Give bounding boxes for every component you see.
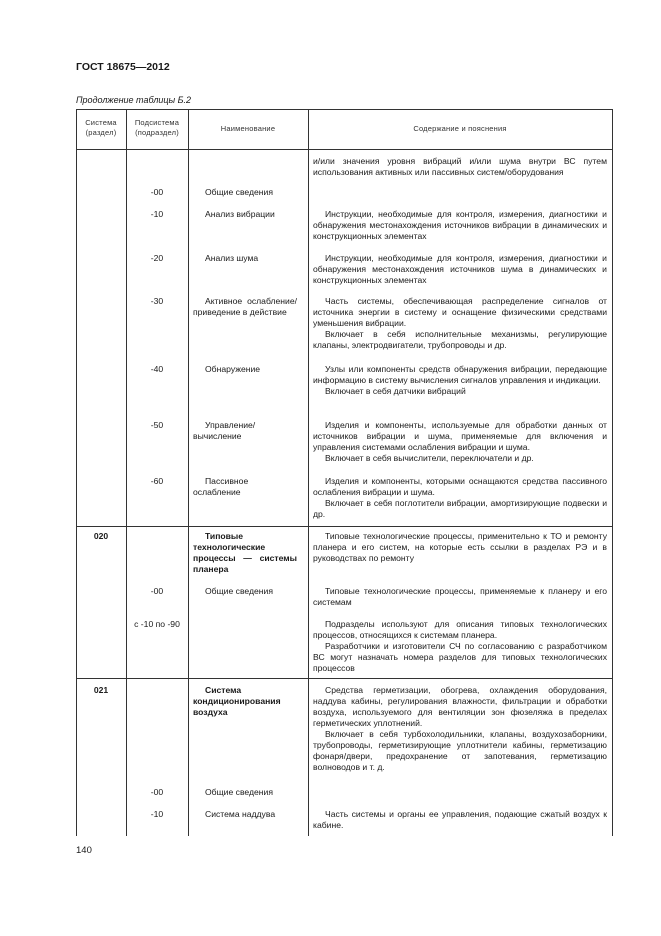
- row-subsystem: -60: [150, 476, 164, 486]
- row-content: Часть системы и органы ее управления, подающие сжатый воздух к кабине.: [313, 809, 607, 830]
- row-content: Средства герметизации, обогрева, охлаждения оборудования, наддува кабины, регулирования влажности, фильтрации и обработки воздуха, используемого для вентиляции зон фюзеляжа в пределах герметических уплотнений. Включает в себя турбохолодильники, клапаны, воздухозаборники, трубопроводы, герметизирующие уплотнители кабины, герметизацию фонаря/двери, предохранение от запотевания, герметизацию волноводов и т. д.: [313, 685, 607, 772]
- row-name: Общие сведения: [205, 787, 273, 797]
- row-system: 020: [93, 531, 109, 541]
- column-header-subsystem: Подсистема (подраздел): [134, 118, 180, 137]
- column-header-name: Наименование: [220, 124, 276, 133]
- standard-title: ГОСТ 18675—2012: [76, 61, 170, 73]
- section-divider: [76, 678, 613, 679]
- row-system: 021: [93, 685, 109, 695]
- row-name: Анализ шума: [205, 253, 259, 263]
- row-name: Анализ вибрации: [205, 209, 275, 219]
- row-name: Система кондиционирования воздуха: [193, 685, 281, 717]
- row-name: Пассивное ослабление: [193, 476, 249, 497]
- specification-table: [76, 109, 613, 836]
- row-subsystem: -00: [150, 787, 164, 797]
- row-subsystem: -10: [150, 209, 164, 219]
- row-name: Общие сведения: [205, 187, 273, 197]
- row-content: Изделия и компоненты, используемые для обработки данных от источников вибрации и шума, применяемые для включения и управления системами ослабления вибрации и шума. Включает в себя вычислители, переключатели и др.: [313, 420, 607, 463]
- row-subsystem: с -10 по -90: [134, 619, 180, 629]
- row-subsystem: -50: [150, 420, 164, 430]
- section-divider: [76, 526, 613, 527]
- row-content: Типовые технологические процессы, применительно к ТО и ремонту планера и его систем, на которые есть ссылки в разделах РЭ и в руководствах по ремонту: [313, 531, 607, 563]
- column-divider: [188, 109, 189, 836]
- row-subsystem: -00: [150, 187, 164, 197]
- row-content: Инструкции, необходимые для контроля, измерения, диагностики и обнаружения местонахождения источников шума в динамических и конструкционных элементах: [313, 253, 607, 285]
- row-name: Управление/вычисление: [193, 420, 256, 441]
- row-content: Узлы или компоненты средств обнаружения вибрации, передающие информацию в систему вычисления сигналов управления и индикации. Включает в себя датчики вибраций: [313, 364, 607, 396]
- table-caption: Продолжение таблицы Б.2: [76, 95, 192, 105]
- table-border-top: [76, 109, 613, 110]
- row-subsystem: -30: [150, 296, 164, 306]
- column-divider: [308, 109, 309, 836]
- row-subsystem: -40: [150, 364, 164, 374]
- row-name: Обнаружение: [205, 364, 261, 374]
- row-subsystem: -20: [150, 253, 164, 263]
- row-content: Типовые технологические процессы, применяемые к планеру и его системам: [313, 586, 607, 607]
- row-name: Система наддува: [205, 809, 276, 819]
- row-subsystem: -00: [150, 586, 164, 596]
- row-content: Часть системы, обеспечивающая распределение сигналов от источника энергии в систему и оснащение физическими средствами уменьшения вибрации. Включает в себя исполнительные механизмы, регулирующие клапаны, электродвигатели, трубопроводы и др.: [313, 296, 607, 350]
- table-border-left: [76, 109, 77, 836]
- row-subsystem: -10: [150, 809, 164, 819]
- header-divider: [76, 149, 613, 150]
- table-border-right: [612, 109, 613, 836]
- row-content: Изделия и компоненты, которыми оснащаются средства пассивного ослабления вибрации и шума. Включает в себя поглотители вибрации, амортизирующие подвески и др.: [313, 476, 607, 519]
- column-header-content: Содержание и пояснения: [413, 124, 507, 133]
- row-name: Активное ослабление/приведение в действие: [193, 296, 297, 317]
- row-name: Типовые технологические процессы — системы планера: [193, 531, 297, 574]
- row-content: Инструкции, необходимые для контроля, измерения, диагностики и обнаружения местонахождения источников вибрации в динамических и конструкционных элементах: [313, 209, 607, 241]
- row-content: и/или значения уровня вибраций и/или шума внутри ВС путем использования активных или пассивных систем/оборудования: [313, 156, 607, 177]
- page-number: 140: [76, 845, 92, 856]
- row-content: Подразделы используют для описания типовых технологических процессов, относящихся к системам планера. Разработчики и изготовители СЧ по согласованию с разработчиком ВС могут назначать номера разделов для типовых технологических процессов: [313, 619, 607, 673]
- column-header-system: Система (раздел): [85, 118, 117, 137]
- row-name: Общие сведения: [205, 586, 273, 596]
